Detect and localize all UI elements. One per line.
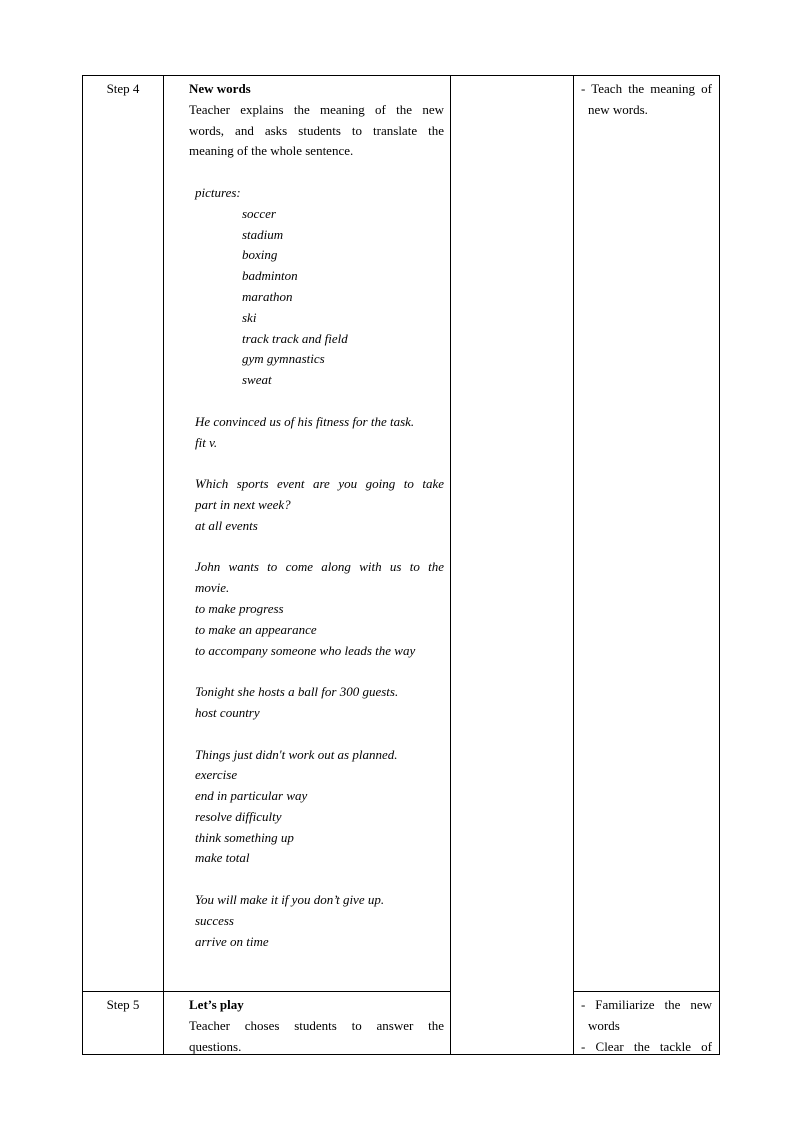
text-line: questions. [189, 1038, 242, 1054]
example-note: end in particular way [195, 788, 308, 804]
column-divider-3 [573, 75, 574, 1055]
list-item: stadium [242, 226, 284, 242]
activity-cell [189, 79, 444, 952]
step-label: Step 4 [106, 81, 140, 96]
example-sentence: part in next week? [195, 496, 291, 512]
text-line: Teacher explains the meaning of the new [189, 101, 444, 117]
row-divider-left [82, 991, 450, 992]
aim-text: - Familiarize the new [581, 997, 712, 1012]
section-heading: Let’s play [189, 997, 244, 1012]
list-item: gym gymnastics [242, 351, 325, 367]
example-note: to make progress [195, 600, 284, 616]
example-note: to make an appearance [195, 621, 317, 637]
lesson-plan-table [82, 75, 720, 1055]
example-sentence: movie. [195, 580, 230, 596]
example-note: arrive on time [195, 933, 269, 949]
aim-text: - Teach the meaning of [581, 81, 712, 96]
example-sentence: Which sports event are you going to take [195, 476, 444, 492]
aim-text: - Clear the tackle of [581, 1038, 712, 1054]
pictures-label: pictures: [195, 184, 241, 200]
list-item: marathon [242, 288, 293, 304]
aims-cell [581, 995, 712, 1057]
aims-cell [581, 79, 712, 121]
text-line: meaning of the whole sentence. [189, 143, 354, 159]
list-item: track track and field [242, 330, 348, 346]
example-sentence: John wants to come along with us to the [195, 559, 444, 575]
aim-text: new words. [588, 101, 648, 117]
example-sentence: Tonight she hosts a ball for 300 guests. [195, 684, 399, 700]
picture-word-list [189, 204, 444, 391]
table-left-border [82, 75, 83, 1055]
activity-cell [189, 995, 444, 1057]
example-note: host country [195, 704, 260, 720]
step-label: Step 5 [106, 997, 140, 1012]
table-right-border [719, 75, 720, 1055]
text-line: words, and asks students to translate the [189, 122, 444, 138]
list-item: ski [242, 309, 257, 325]
list-item: boxing [242, 247, 278, 263]
example-note: think something up [195, 829, 294, 845]
example-note: fit v. [195, 434, 218, 450]
aim-text: words [588, 1017, 620, 1033]
list-item: sweat [242, 372, 272, 388]
example-note: at all events [195, 517, 258, 533]
example-note: resolve difficulty [195, 808, 282, 824]
example-note: to accompany someone who leads the way [195, 642, 416, 658]
list-item: badminton [242, 268, 298, 284]
example-note: make total [195, 850, 250, 866]
column-divider-2 [450, 75, 451, 1055]
text-line: Teacher choses students to answer the [189, 1017, 444, 1033]
example-sentence: Things just didn't work out as planned. [195, 746, 398, 762]
example-sentence: You will make it if you don’t give up. [195, 892, 385, 908]
table-top-border [82, 75, 720, 76]
aim-item [581, 79, 712, 100]
row-divider-right [573, 991, 720, 992]
column-divider-1 [163, 75, 164, 1055]
example-note: exercise [195, 767, 238, 783]
example-sentence: He convinced us of his fitness for the task. [195, 413, 415, 429]
section-heading: New words [189, 81, 251, 96]
example-groups [189, 412, 444, 953]
list-item: soccer [242, 205, 276, 221]
example-note: success [195, 912, 234, 928]
